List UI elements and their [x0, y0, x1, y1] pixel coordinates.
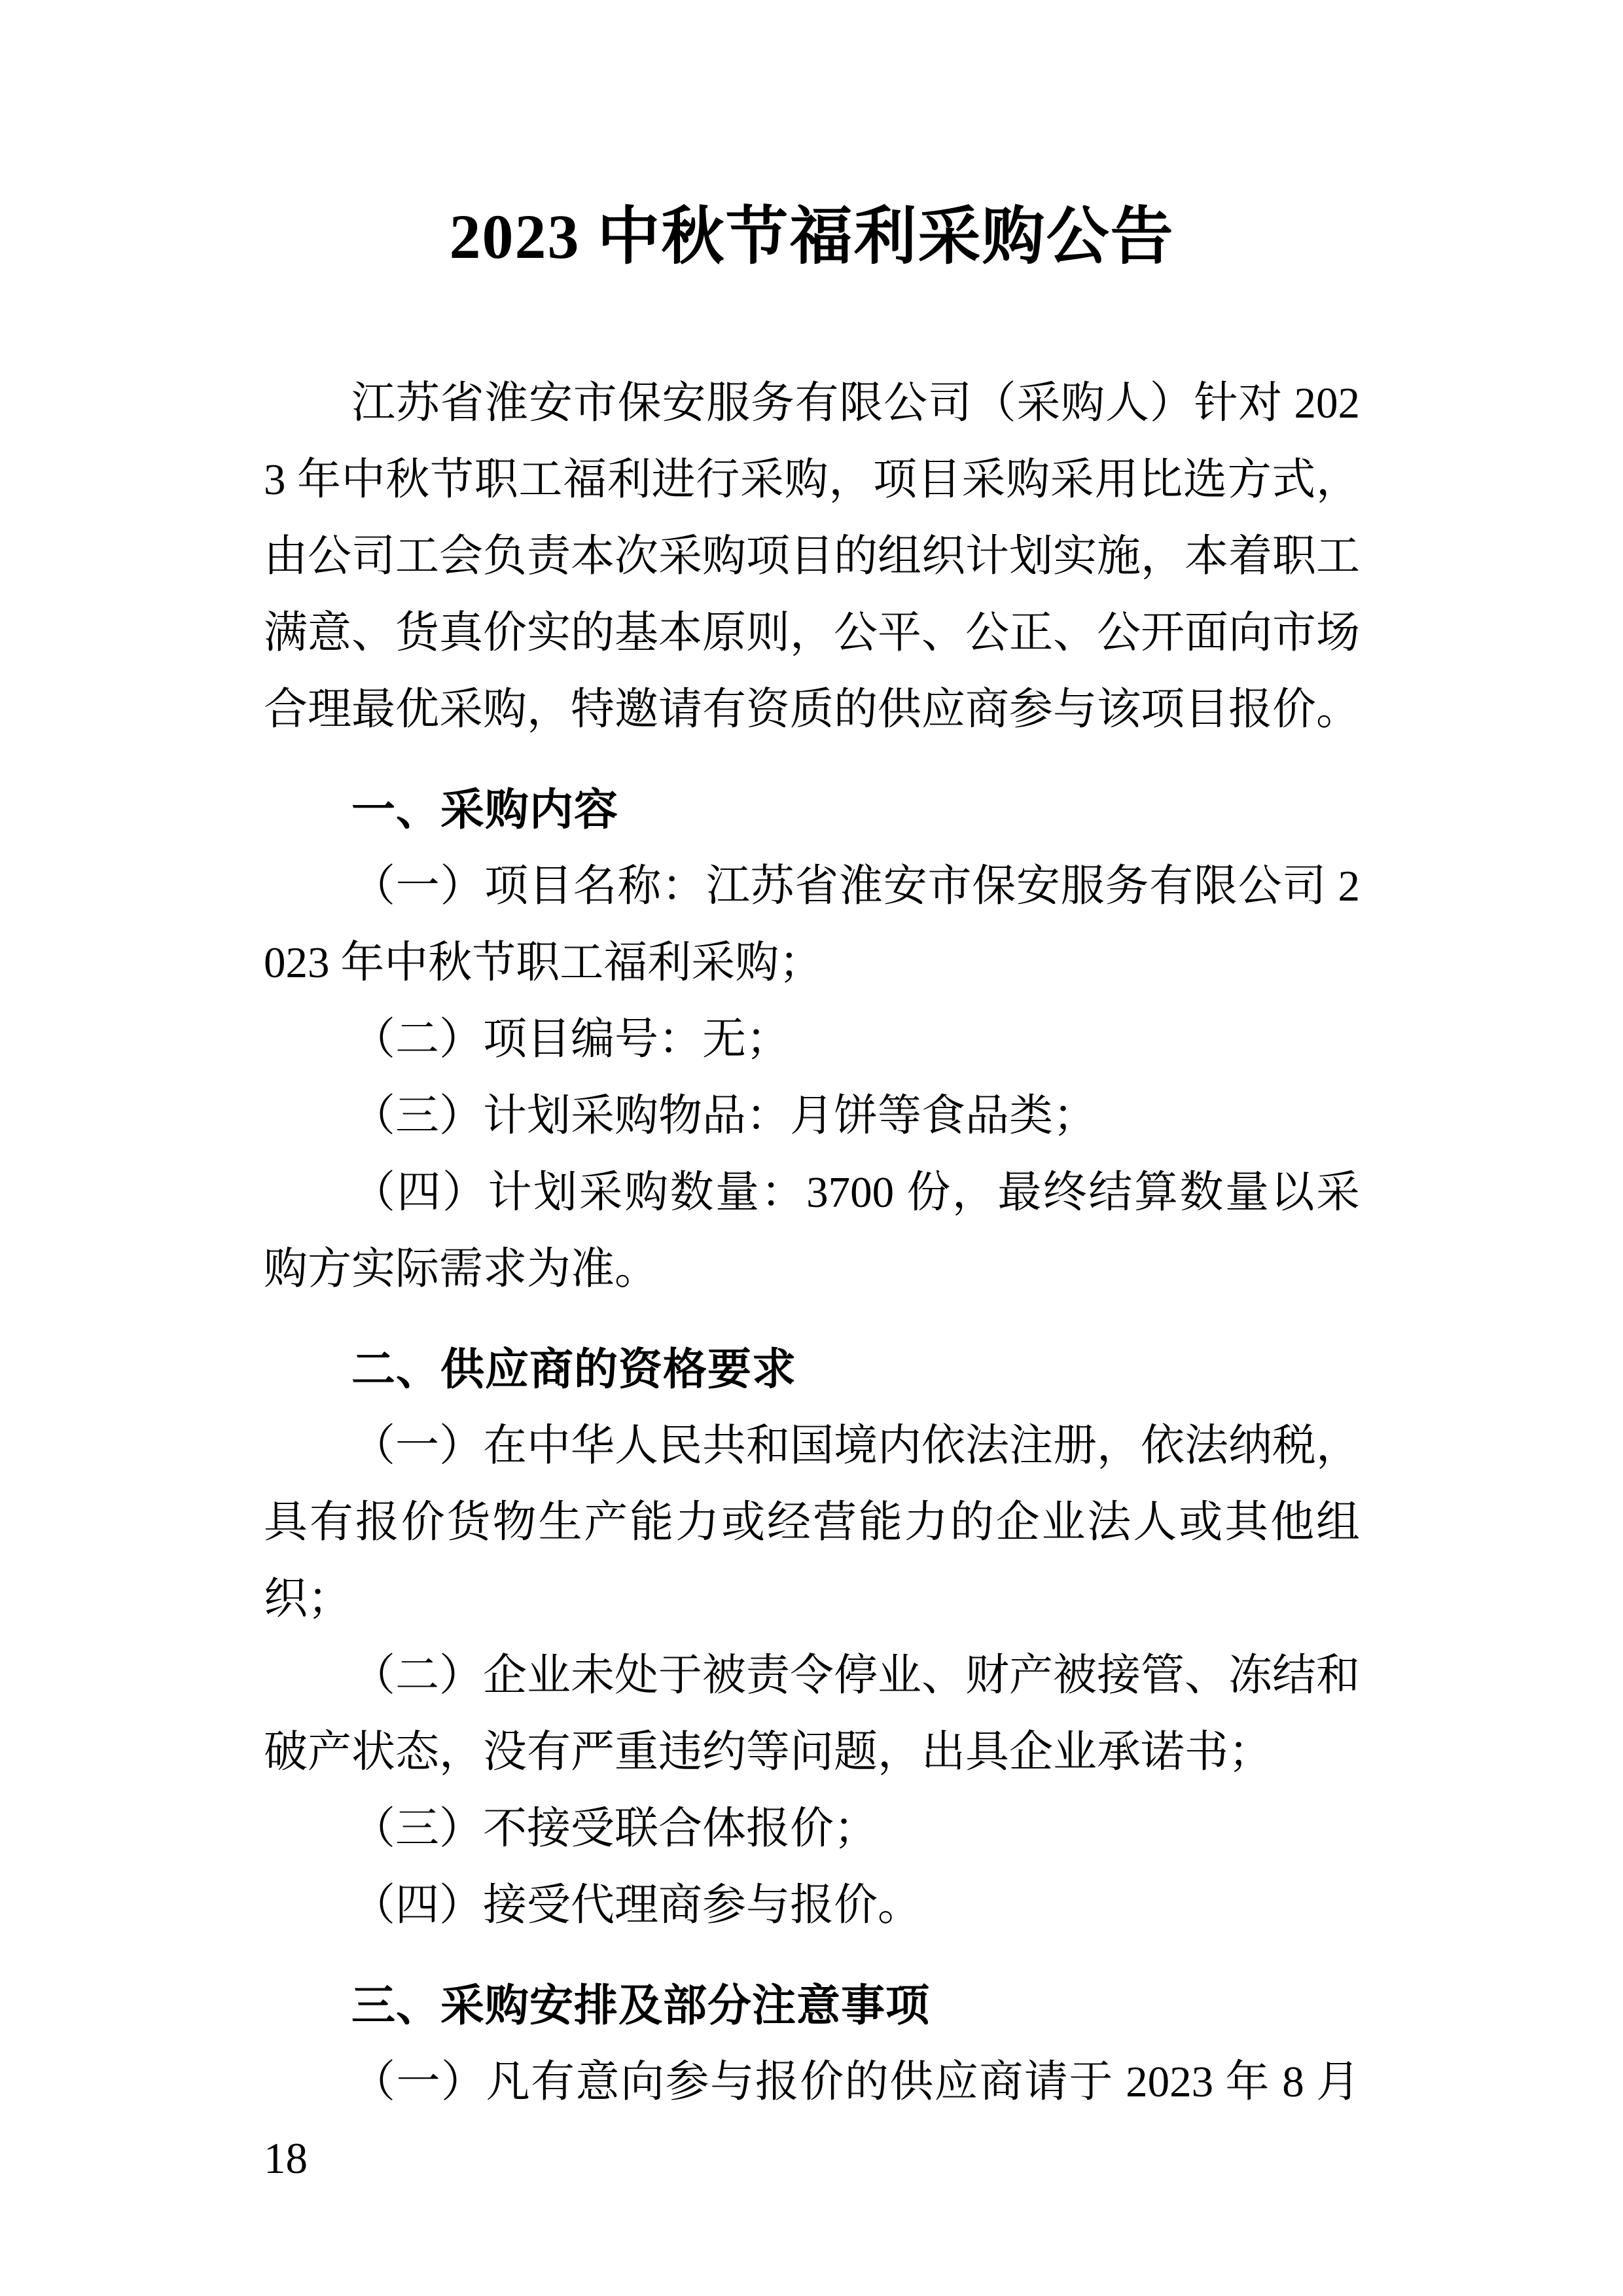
section-2-paragraph-registration: （一）在中华人民共和国境内依法注册，依法纳税，具有报价货物生产能力或经营能力的企业法人或其他组织； [264, 1422, 1360, 1623]
section-2-heading: 二、供应商的资格要求 [351, 1345, 796, 1394]
section-1-paragraph-planned-quantity: （四）计划采购数量：3700 份，最终结算数量以采购方实际需求为准。 [264, 1168, 1360, 1293]
section-1-paragraph-project-number: （二）项目编号：无； [351, 1015, 790, 1064]
intro-paragraph: 江苏省淮安市保安服务有限公司（采购人）针对 2023 年中秋节职工福利进行采购，项目采购采用比选方式，由公司工会负责本次采购项目的组织计划实施，本着职工满意、货真价实的基本原则，公平、公正、公开面向市场合理最优采购，特邀请有资质的供应商参与该项目报价。 [264, 379, 1360, 734]
section-3-heading: 三、采购安排及部分注意事项 [351, 1981, 930, 2030]
section-2-paragraph-no-consortium: （三）不接受联合体报价； [351, 1804, 878, 1853]
section-3-paragraph-intent-deadline: （一）凡有意向参与报价的供应商请于 2023 年 8 月 18 [264, 2058, 1360, 2183]
section-2-paragraph-agents-accepted: （四）接受代理商参与报价。 [351, 1881, 921, 1929]
section-1-paragraph-project-name: （一）项目名称：江苏省淮安市保安服务有限公司 2023 年中秋节职工福利采购； [264, 862, 1360, 987]
section-1-paragraph-planned-items: （三）计划采购物品：月饼等食品类； [351, 1092, 1097, 1140]
document-title: 2023 中秋节福利采购公告 [449, 202, 1175, 272]
section-2-paragraph-enterprise-status: （二）企业未处于被责令停业、财产被接管、冻结和破产状态，没有严重违约等问题，出具企业承诺书； [264, 1651, 1360, 1776]
document-content [264, 0, 1360, 2197]
section-1-heading: 一、采购内容 [351, 785, 618, 834]
